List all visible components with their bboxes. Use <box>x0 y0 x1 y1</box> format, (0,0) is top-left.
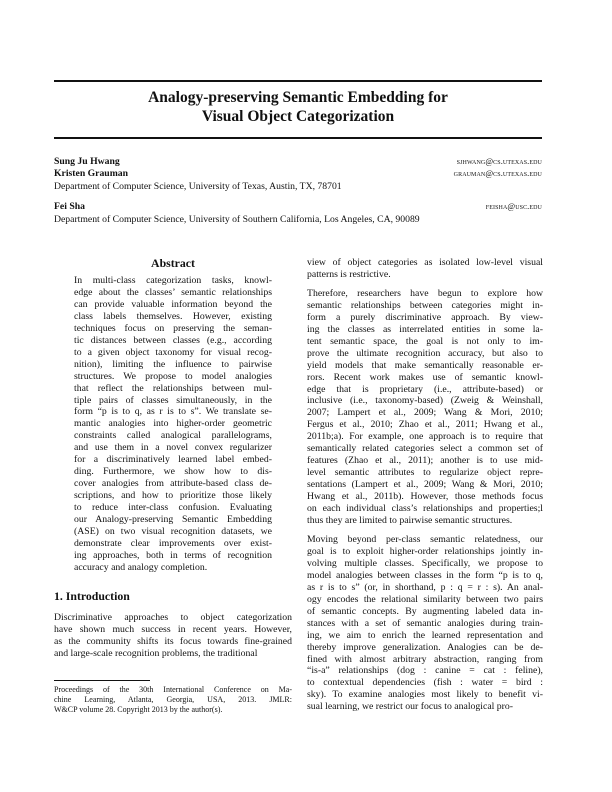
footnote <box>54 680 292 715</box>
author-row <box>54 168 542 180</box>
body-paragraph <box>307 534 543 713</box>
text-line: Hwang et al., 2011b). However, those methods focus <box>307 491 543 503</box>
text-line: thus they are limited to pairwise semantic structures. <box>307 515 513 527</box>
text-line: ogy encodes the relational similarity between two pairs <box>307 593 543 605</box>
author-row <box>54 156 542 168</box>
author-name: Kristen Grauman <box>54 168 128 179</box>
text-line: as the community shifts its focus towards fine-grained <box>54 635 292 647</box>
text-line: techniques focus on preserving the seman- <box>74 322 272 334</box>
text-line: W&CP volume 28. Copyright 2013 by the author(s). <box>54 705 223 714</box>
author-block <box>54 156 542 228</box>
abstract-body <box>74 275 272 574</box>
text-line: sentations (Lampert et al., 2009; Wang & Mori, 2010; <box>307 479 543 491</box>
text-line: semantic relationships between categories might in- <box>307 299 543 311</box>
text-line: scriptions, and how to prioritize those likely <box>74 490 272 502</box>
text-line: Discriminative approaches to object categorization <box>54 611 292 623</box>
text-line: our Analogy-preserving Semantic Embedding <box>74 514 272 526</box>
text-line: on each individual class’s relationships and properties;l <box>307 503 543 515</box>
text-line: edge about the classes’ semantic relationships <box>74 286 272 298</box>
text-line: ing approaches, both in terms of recognition <box>74 549 272 561</box>
text-line: semantically related categories select a common set of <box>307 443 543 455</box>
text-line: as r is to s” (or, in shorthand, p : q = r : s). An anal- <box>307 581 543 593</box>
intro-paragraph <box>54 612 292 660</box>
text-line: fined with almost arbitrary abstraction, ranging from <box>307 653 543 665</box>
text-line: that reflect the relationships between mul- <box>74 382 272 394</box>
text-line: ing, we aim to enrich the learned representation and <box>307 629 543 641</box>
text-line: nition), limiting the influence to pairwise <box>74 358 272 370</box>
text-line: Proceedings of the 30th International Conference on Ma- <box>54 685 292 694</box>
body-paragraph <box>307 257 543 281</box>
text-line: In multi-class categorization tasks, knowl- <box>74 275 272 286</box>
text-line: structures. We propose to model analogies <box>74 370 272 382</box>
text-line: (ASE) on two visual recognition datasets, we <box>74 526 272 538</box>
title-line: Analogy-preserving Semantic Embedding for <box>148 89 448 106</box>
text-line: thereby improve generalization. Analogies can be de- <box>307 641 543 653</box>
text-line: to reduce inter-class confusion. Evaluating <box>74 502 272 514</box>
title-line: Visual Object Categorization <box>201 108 395 125</box>
title-top-rule <box>54 80 542 82</box>
author-email: grauman@cs.utexas.edu <box>453 169 542 178</box>
text-line: form a purely discriminative approach. By view- <box>307 311 543 323</box>
text-line: prove the ultimate recognition accuracy, but also to <box>307 347 543 359</box>
text-line: ding. Furthermore, we show how to dis- <box>74 466 272 478</box>
text-line: for a discriminatively learned label embed- <box>74 454 272 466</box>
text-line: class labels themselves. However, existing <box>74 310 272 322</box>
paper-title <box>54 88 542 126</box>
left-column <box>54 256 292 660</box>
text-line: cover analogies from attribute-based class de- <box>74 478 272 490</box>
text-line: demonstrate clear improvements over exist- <box>74 537 272 549</box>
text-line: view of object categories as isolated low-level visual <box>307 257 543 268</box>
text-line: goal is to exploit higher-order relationships jointly in- <box>307 545 543 557</box>
text-line: stances with a set of semantic analogies during train- <box>307 617 543 629</box>
text-line: 2011b;a). For example, one approach is to require that <box>307 431 543 443</box>
section-heading-introduction: 1. Introduction <box>54 588 130 603</box>
text-line: can provide valuable information beyond the <box>74 298 272 310</box>
text-line: mantic analogies into higher-order geometric <box>74 418 272 430</box>
text-line: patterns is restrictive. <box>307 268 391 280</box>
footnote-rule <box>54 680 150 681</box>
text-line: and use them in a novel convex regularizer <box>74 442 272 454</box>
text-line: constraints called analogical parallelograms, <box>74 430 272 442</box>
text-line: tic distances between classes (e.g., according <box>74 334 272 346</box>
author-row <box>54 201 542 213</box>
author-email: feisha@usc.edu <box>485 202 542 211</box>
text-line: of semantic concepts. By augmenting labeled data in- <box>307 605 543 617</box>
author-name: Fei Sha <box>54 201 85 212</box>
text-line: inclusive (i.e., taxonomy-based) (Zweig & Weinshall, <box>307 395 543 407</box>
text-line: volving multiple classes. Specifically, we propose to <box>307 557 543 569</box>
text-line: form “p is to q, as r is to s”. We translate se- <box>74 406 272 418</box>
author-affiliation: Department of Computer Science, University of Southern California, Los Angeles, CA, 90089 <box>54 214 420 225</box>
text-line: model analogies between classes in the form “p is to q, <box>307 569 543 581</box>
title-bottom-rule <box>54 137 542 139</box>
body-paragraph <box>307 288 543 527</box>
text-line: “is-a” relationships (dog : canine = cat : feline), <box>307 665 543 677</box>
text-line: level semantic attributes to regularize object repre- <box>307 467 543 479</box>
text-line: accuracy and analogy completion. <box>74 561 208 573</box>
text-line: sual learning, we restrict our focus to analogical pro- <box>307 701 514 713</box>
text-line: yield models that make semantically reasonable er- <box>307 359 543 371</box>
text-line: to contextual dependencies (fish : water = bird : <box>307 677 543 689</box>
author-email: sjhwang@cs.utexas.edu <box>456 157 542 166</box>
text-line: Therefore, researchers have begun to explore how <box>307 287 543 299</box>
text-line: ing the classes as interrelated entities in some la- <box>307 323 543 335</box>
text-line: rors. Recent work makes use of semantic knowl- <box>307 371 543 383</box>
text-line: have shown much success in recent years. However, <box>54 623 292 635</box>
text-line: Moving beyond per-class semantic relatedness, our <box>307 533 543 545</box>
text-line: and large-scale recognition problems, the traditional <box>54 647 258 659</box>
text-line: chine Learning, Atlanta, Georgia, USA, 2013. JMLR: <box>54 695 292 704</box>
text-line: tiple pairs of classes simultaneously, in the <box>74 394 272 406</box>
text-line: to a given object taxonomy for visual recog- <box>74 346 272 358</box>
right-column <box>307 257 543 720</box>
text-line: Fergus et al., 2010; Zhao et al., 2011; Hwang et al., <box>307 419 543 431</box>
author-name: Sung Ju Hwang <box>54 156 120 167</box>
footnote-text <box>54 685 292 715</box>
text-line: features (Zhao et al., 2011); another is to use mid- <box>307 455 543 467</box>
author-affiliation: Department of Computer Science, University of Texas, Austin, TX, 78701 <box>54 181 342 192</box>
text-line: sky). To examine analogies most likely to benefit vi- <box>307 689 543 701</box>
abstract-heading: Abstract <box>151 256 195 270</box>
text-line: edge that is proprietary (i.e., attribute-based) or <box>307 383 543 395</box>
text-line: tent semantic space, the goal is not only to im- <box>307 335 543 347</box>
text-line: 2007; Lampert et al., 2009; Wang & Mori, 2010; <box>307 407 543 419</box>
